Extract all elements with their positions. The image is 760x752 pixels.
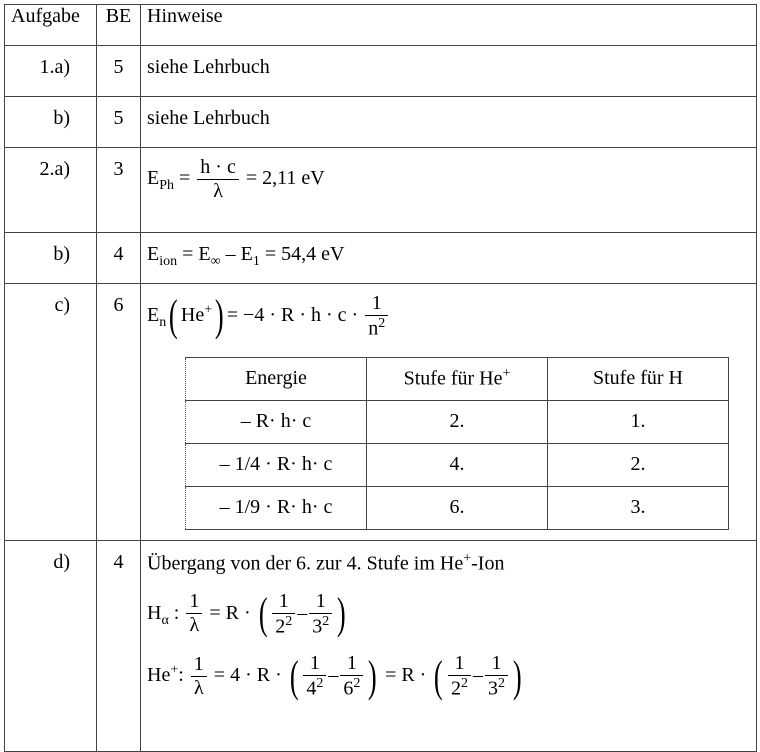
formula-eph: $E_{Ph}$ = $\frac{h \cdot c}{\lambda}$ = 2,11 eV [141,148,757,233]
be-value: 4 [97,233,141,284]
task-label: 1.a) [5,46,97,97]
task-label: b) [5,97,97,148]
energy-table-header [186,357,729,400]
table-row [5,541,757,752]
header-aufgabe: Aufgabe [5,5,97,46]
table-row [5,284,757,541]
energy-cell: – 1/9 · R· h· c [186,486,367,529]
hint-text: siehe Lehrbuch [141,97,757,148]
hint-text: Übergang von der 6. zur 4. Stufe im He+-Ion [147,551,505,575]
h-level-cell: 2. [548,443,729,486]
energy-table-row [186,486,729,529]
task-label: d) [5,541,97,752]
header-row [5,5,757,46]
he-level-cell: 2. [367,400,548,443]
header-be: BE [97,5,141,46]
energy-header: Energie [186,357,367,400]
be-value: 6 [97,284,141,541]
be-value: 4 [97,541,141,752]
task-label: b) [5,233,97,284]
be-value: 5 [97,46,141,97]
formula-en: $E_n$( He+) = −4 · R · h · c · $\frac{1}{n^2}$ [147,304,390,326]
energy-table [185,357,729,530]
table-row [5,148,757,233]
h-level-cell: 1. [548,400,729,443]
hint-text: siehe Lehrbuch [141,46,757,97]
table-row [5,233,757,284]
h-level-cell: 3. [548,486,729,529]
be-value: 5 [97,97,141,148]
he-level-cell: 6. [367,486,548,529]
task-label: 2.a) [5,148,97,233]
hint-cell-c [141,284,757,541]
hint-cell-d [141,541,757,752]
formula-halpha: $H_\alpha$ : $\frac{1}{\lambda}$ = R · ( $\frac{1}{2^2}$ – $\frac{1}{3^2}$ ) [147,588,347,638]
header-hinweise: Hinweise [141,5,757,46]
energy-table-row [186,443,729,486]
solution-table [4,4,757,752]
energy-table-row [186,400,729,443]
energy-cell: – 1/4 · R· h· c [186,443,367,486]
formula-heplus: He+: $\frac{1}{\lambda}$ = 4 · R · ( $\frac{1}{4^2}$ – $\frac{1}{6^2}$ ) = R · ( $\frac{1}{2^2}$ – $\frac{1}{3^2}$ ) [147,651,522,701]
formula-eion: $E_{ion} = E_\infty - E_1 = 54,4$ eV [141,233,757,284]
he-level-cell: 4. [367,443,548,486]
h-level-header: Stufe für H [548,357,729,400]
energy-cell: – R· h· c [186,400,367,443]
task-label: c) [5,284,97,541]
table-row [5,46,757,97]
he-level-header: Stufe für He+ [367,357,548,400]
table-row [5,97,757,148]
be-value: 3 [97,148,141,233]
